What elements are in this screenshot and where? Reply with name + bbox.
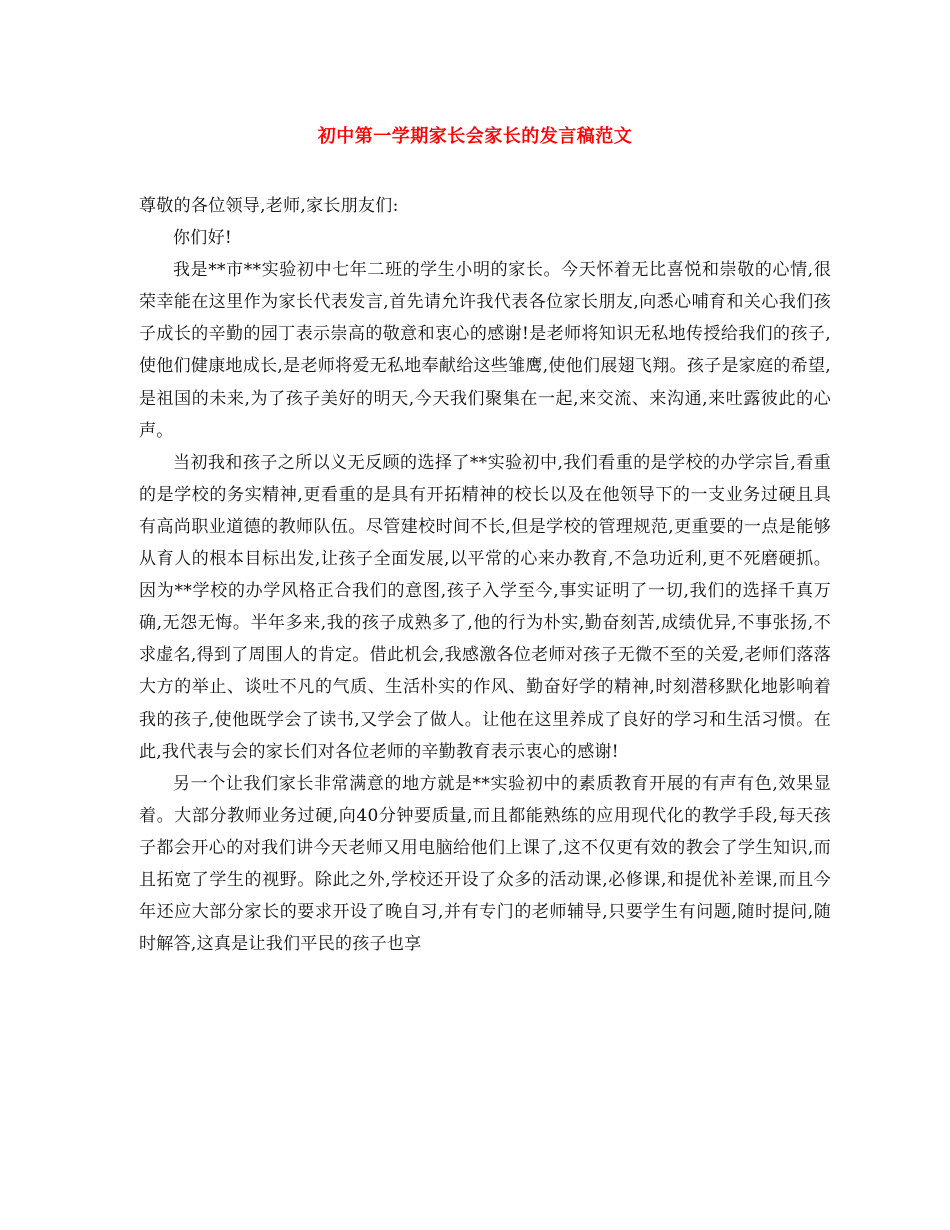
- paragraph-3: 另一个让我们家长非常满意的地方就是**实验初中的素质教育开展的有声有色,效果显着。大部分教师业务过硬,向40分钟要质量,而且都能熟练的应用现代化的教学手段,每天孩子都会开心的对我们讲今天老师又用电脑给他们上课了,这不仅更有效的教会了学生知识,而且拓宽了学生的视野。除此之外,学校还开设了众多的活动课,必修课,和提优补差课,而且今年还应大部分家长的要求开设了晚自习,并有专门的老师辅导,只要学生有问题,随时提问,随时解答,这真是让我们平民的孩子也享: [139, 773, 831, 955]
- document-title: 初中第一学期家长会家长的发言稿范文: [317, 126, 633, 147]
- document-body: [139, 190, 831, 960]
- salutation: 尊敬的各位领导,老师,家长朋友们:: [139, 196, 399, 216]
- paragraph-2: 当初我和孩子之所以义无反顾的选择了**实验初中,我们看重的是学校的办学宗旨,看重的是学校的务实精神,更看重的是具有开拓精神的校长以及在他领导下的一支业务过硬且具有高尚职业道德的教师队伍。尽管建校时间不长,但是学校的管理规范,更重要的一点是能够从育人的根本目标出发,让孩子全面发展,以平常的心来办教育,不急功近利,更不死磨硬抓。因为**学校的办学风格正合我们的意图,孩子入学至今,事实证明了一切,我们的选择千真万确,无怨无悔。半年多来,我的孩子成熟多了,他的行为朴实,勤奋刻苦,成绩优异,不事张扬,不求虚名,得到了周围人的肯定。借此机会,我感激各位老师对孩子无微不至的关爱,老师们落落大方的举止、谈吐不凡的气质、生活朴实的作风、勤奋好学的精神,时刻潜移默化地影响着我的孩子,使他既学会了读书,又学会了做人。让他在这里养成了良好的学习和生活习惯。在此,我代表与会的家长们对各位老师的辛勤教育表示衷心的感谢!: [139, 452, 831, 762]
- paragraph-1: 我是**市**实验初中七年二班的学生小明的家长。今天怀着无比喜悦和崇敬的心情,很荣幸能在这里作为家长代表发言,首先请允许我代表各位家长朋友,向悉心哺育和关心我们孩子成长的辛勤的园丁表示崇高的敬意和衷心的感谢!是老师将知识无私地传授给我们的孩子,使他们健康地成长,是老师将爱无私地奉献给这些雏鹰,使他们展翅飞翔。孩子是家庭的希望,是祖国的未来,为了孩子美好的明天,今天我们聚集在一起,来交流、来沟通,来吐露彼此的心声。: [139, 260, 831, 441]
- greeting: 你们好!: [173, 228, 233, 249]
